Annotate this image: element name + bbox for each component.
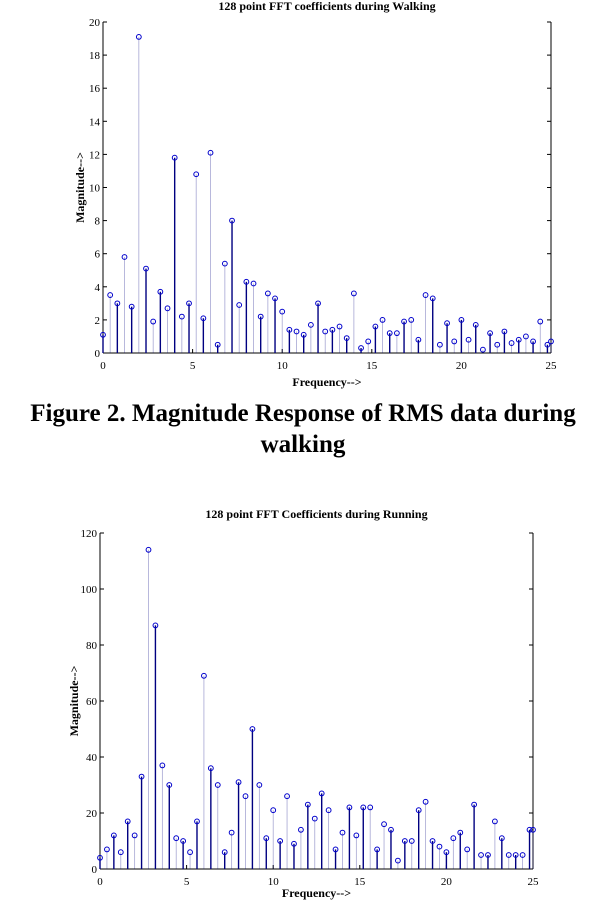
- x-tick-label: 15: [366, 360, 378, 372]
- x-tick-label: 20: [440, 876, 452, 888]
- y-tick-label: 20: [89, 17, 100, 29]
- walking-chart: [73, 0, 557, 389]
- x-axis-label: Frequency-->: [281, 886, 352, 900]
- y-tick-label: 6: [94, 248, 100, 261]
- y-tick-label: 20: [86, 808, 97, 820]
- y-tick-label: 16: [89, 83, 100, 96]
- x-tick-label: 25: [545, 360, 557, 372]
- y-axis-label: Magnitude-->: [67, 665, 81, 737]
- x-tick-label: 0: [97, 876, 103, 888]
- x-tick-label: 10: [267, 876, 279, 888]
- running-chart: [67, 507, 539, 900]
- x-tick-label: 10: [276, 360, 288, 372]
- chart-title: 128 point FFT Coefficients during Running: [205, 507, 428, 521]
- x-tick-label: 15: [354, 876, 366, 888]
- x-tick-label: 20: [455, 360, 467, 372]
- y-tick-label: 14: [89, 116, 100, 129]
- y-tick-label: 0: [94, 348, 100, 360]
- y-tick-label: 2: [94, 314, 100, 327]
- chart-title: 128 point FFT coefficients during Walking: [218, 0, 436, 13]
- x-tick-label: 0: [100, 360, 106, 372]
- y-tick-label: 18: [89, 50, 100, 63]
- y-tick-label: 80: [86, 640, 97, 652]
- y-tick-label: 0: [91, 864, 97, 876]
- y-tick-label: 100: [80, 584, 97, 596]
- y-tick-label: 60: [86, 696, 97, 708]
- y-tick-label: 40: [86, 752, 97, 764]
- y-tick-label: 10: [89, 182, 100, 195]
- y-tick-label: 12: [89, 149, 100, 162]
- figure-caption: Figure 2. Magnitude Response of RMS data during walking: [30, 400, 576, 458]
- y-tick-label: 4: [94, 281, 100, 294]
- y-tick-label: 120: [80, 528, 97, 540]
- x-axis-label: Frequency-->: [292, 375, 362, 389]
- x-tick-label: 25: [527, 876, 539, 888]
- x-tick-label: 5: [189, 360, 196, 372]
- y-axis-label: Magnitude-->: [73, 152, 87, 223]
- x-tick-label: 5: [183, 876, 190, 888]
- y-tick-label: 8: [94, 215, 100, 228]
